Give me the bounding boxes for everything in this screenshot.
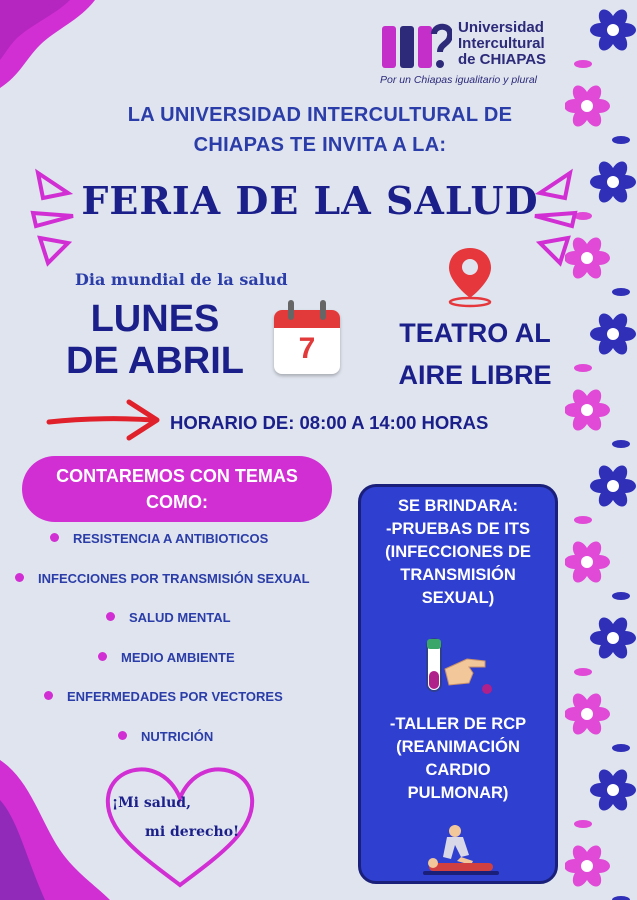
services-block-2-line-2: (REANIMACIÓN [396, 738, 520, 756]
flower-leaf [612, 896, 630, 900]
topics-heading-line-1: CONTAREMOS CON TEMAS [56, 466, 298, 486]
topic-item: ENFERMEDADES POR VECTORES [44, 689, 283, 709]
event-venue [385, 312, 565, 396]
services-block-2-line-1: -TALLER DE RCP [389, 715, 527, 733]
flower-center [581, 556, 593, 568]
services-block-1-line-1: -PRUEBAS DE ITS [386, 520, 530, 538]
event-schedule: HORARIO DE: 08:00 A 14:00 HORAS [170, 412, 489, 433]
flower-leaf [612, 592, 630, 600]
date-line-2: DE ABRIL [65, 340, 245, 382]
flower-leaf [574, 60, 592, 68]
invitation-line-1: LA UNIVERSIDAD INTERCULTURAL DE [127, 104, 513, 126]
topic-item: NUTRICIÓN [118, 729, 213, 749]
flower-center [581, 708, 593, 720]
flower-center [581, 252, 593, 264]
flower-leaf [612, 288, 630, 296]
services-block-1 [361, 518, 555, 610]
logo-line-3: de CHIAPAS [458, 51, 547, 68]
cpr-icon [421, 823, 501, 879]
topics-heading-line-2: COMO: [146, 492, 208, 512]
decorative-blob-bottom-left [0, 760, 110, 900]
flower-center [581, 860, 593, 872]
invitation-text [70, 100, 570, 160]
bullet-icon [98, 652, 107, 661]
bullet-icon [106, 612, 115, 621]
flower-center [607, 24, 619, 36]
flower-leaf [574, 364, 592, 372]
logo-tagline: Por un Chiapas igualitario y plural [380, 74, 538, 86]
flower-center [607, 328, 619, 340]
event-subtitle: Dia mundial de la salud [75, 270, 288, 289]
bullet-icon [44, 691, 53, 700]
slogan-line-1: ¡Mi salud, [112, 795, 191, 811]
decorative-blob-top-left [0, 0, 100, 90]
flower-center [607, 784, 619, 796]
services-block-1-line-4: SEXUAL) [421, 589, 495, 607]
flower-center [607, 632, 619, 644]
services-block-1-line-2: (INFECCIONES DE [385, 543, 531, 561]
venue-line-1: TEATRO AL [399, 318, 551, 348]
services-heading: SE BRINDARA: [397, 497, 519, 515]
bullet-icon [118, 731, 127, 740]
slogan-line-2: mi derecho! [145, 824, 240, 840]
flower-center [607, 176, 619, 188]
bullet-icon [15, 573, 24, 582]
topic-item: INFECCIONES POR TRANSMISIÓN SEXUAL [15, 571, 310, 591]
flower-leaf [574, 516, 592, 524]
arrow-right-icon [45, 398, 165, 442]
flower-leaf [612, 136, 630, 144]
logo-name [458, 20, 546, 68]
services-block-2-line-4: PULMONAR) [407, 784, 509, 802]
venue-line-2: AIRE LIBRE [398, 360, 552, 390]
services-box [358, 484, 558, 884]
flower-center [581, 404, 593, 416]
event-title: FERIA DE LA SALUD [81, 178, 539, 223]
bullet-icon [50, 533, 59, 542]
topics-heading [22, 456, 332, 522]
topic-item: SALUD MENTAL [106, 610, 231, 630]
flower-center [581, 100, 593, 112]
flower-leaf [612, 744, 630, 752]
flower-leaf [574, 668, 592, 676]
calendar-day: 7 [298, 332, 316, 365]
logo-line-2: Intercultural [458, 35, 545, 52]
location-pin-icon [445, 246, 495, 308]
services-block-1-line-3: TRANSMISIÓN [400, 566, 516, 584]
floral-border [565, 0, 637, 900]
flower-leaf [612, 440, 630, 448]
services-block-2-line-3: CARDIO [425, 761, 491, 779]
logo-mark-icon [380, 20, 452, 72]
invitation-line-2: CHIAPAS TE INVITA A LA: [193, 134, 447, 156]
topic-item: RESISTENCIA A ANTIBIOTICOS [50, 531, 268, 551]
logo-line-1: Universidad [458, 19, 544, 36]
test-tube-icon [423, 637, 495, 699]
university-logo [380, 18, 570, 88]
date-line-1: LUNES [90, 298, 220, 340]
event-date [40, 298, 270, 382]
topic-item: MEDIO AMBIENTE [98, 650, 235, 670]
flower-leaf [574, 820, 592, 828]
calendar-icon [272, 300, 342, 376]
services-block-2 [361, 713, 555, 805]
flower-center [607, 480, 619, 492]
